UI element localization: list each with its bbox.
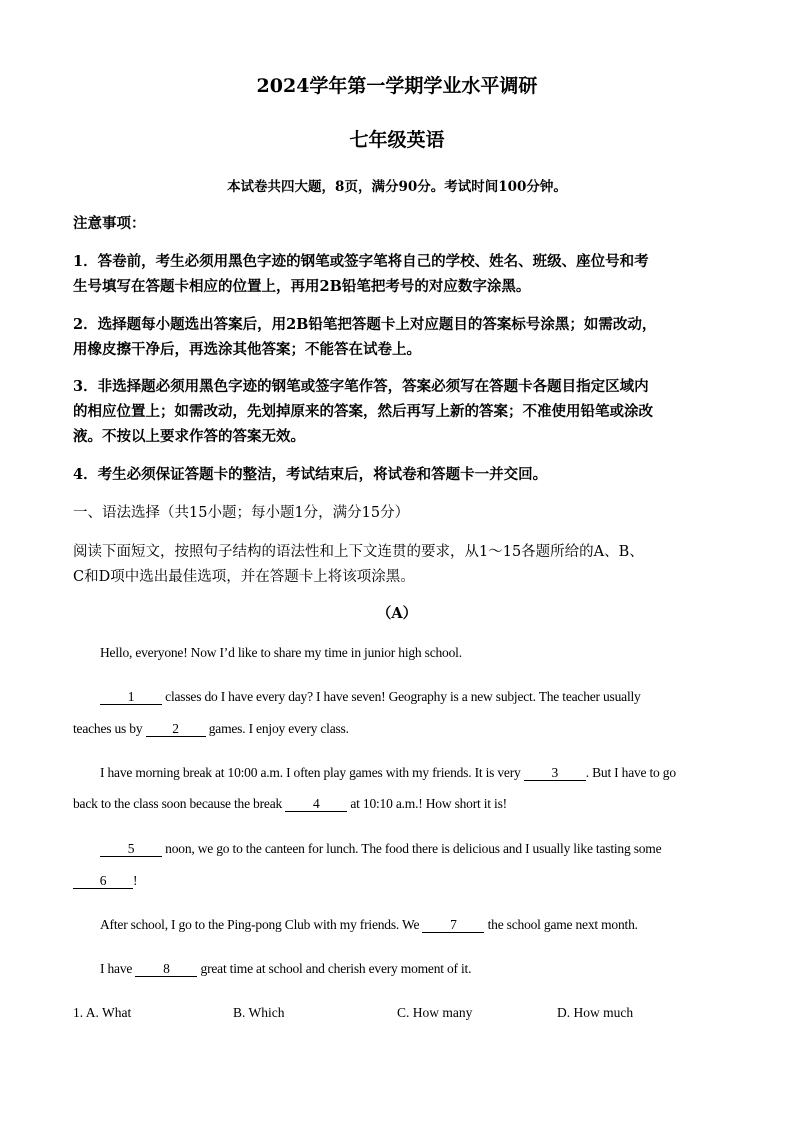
note-3-line-2: 的相应位置上；如需改动，先划掉原来的答案，然后再写上新的答案；不准使用铅笔或涂改 <box>73 403 653 420</box>
blank-6[interactable]: 6 <box>73 874 133 889</box>
question-1-option-c[interactable]: C. How many <box>397 1005 473 1020</box>
passage-label: （A） <box>376 605 418 622</box>
note-1-line-2: 生号填写在答题卡相应的位置上，再用2B铅笔把考号的对应数字涂黑。 <box>73 278 531 295</box>
exam-title: 2024学年第一学期学业水平调研 <box>256 75 538 97</box>
section-1-instruction-line-1: 阅读下面短文，按照句子结构的语法性和上下文连贯的要求，从1～15各题所给的A、B、 <box>73 544 644 560</box>
blank-1[interactable]: 1 <box>100 690 162 705</box>
notes-heading: 注意事项： <box>73 215 146 232</box>
blank-4[interactable]: 4 <box>285 797 347 812</box>
question-1-option-a[interactable]: 1. A. What <box>73 1005 132 1020</box>
exam-info: 本试卷共四大题，8页，满分90分。考试时间100分钟。 <box>227 179 567 195</box>
passage-line-3: teaches us by 2 games. I enjoy every class. <box>73 721 349 736</box>
passage-line-6: 5 noon, we go to the canteen for lunch. The food there is delicious and I usually like tasting some <box>100 841 661 857</box>
passage-line-4: I have morning break at 10:00 a.m. I often play games with my friends. It is very 3 . But I have to go <box>100 765 676 780</box>
section-1-instruction-line-2: C和D项中选出最佳选项，并在答题卡上将该项涂黑。 <box>73 569 415 585</box>
section-1-heading: 一、语法选择（共15小题；每小题1分，满分15分） <box>73 505 410 521</box>
question-1-option-d[interactable]: D. How much <box>557 1005 634 1020</box>
blank-2[interactable]: 2 <box>146 722 206 737</box>
note-3-line-1: 3．非选择题必须用黑色字迹的钢笔或签字笔作答，答案必须写在答题卡各题目指定区域内 <box>73 378 649 395</box>
passage-line-8: After school, I go to the Ping-pong Club with my friends. We 7 the school game next month. <box>100 917 638 932</box>
passage-line-7: 6 ! <box>73 873 137 889</box>
note-2-line-1: 2．选择题每小题选出答案后，用2B铅笔把答题卡上对应题目的答案标号涂黑；如需改动， <box>73 316 657 333</box>
question-1-option-b[interactable]: B. Which <box>233 1005 285 1020</box>
blank-7[interactable]: 7 <box>422 918 484 933</box>
passage-line-9: I have 8 great time at school and cherish every moment of it. <box>100 961 472 976</box>
blank-8[interactable]: 8 <box>135 962 197 977</box>
passage-line-2: 1 classes do I have every day? I have seven! Geography is a new subject. The teacher usually <box>100 689 641 705</box>
note-2-line-2: 用橡皮擦干净后，再选涂其他答案；不能答在试卷上。 <box>73 341 421 358</box>
blank-5[interactable]: 5 <box>100 842 162 857</box>
passage-line-5: back to the class soon because the break 4 at 10:10 a.m.! How short it is! <box>73 796 507 811</box>
passage-line-1: Hello, everyone! Now I’d like to share my time in junior high school. <box>100 645 462 660</box>
note-3-line-3: 液。不按以上要求作答的答案无效。 <box>73 428 305 445</box>
note-4: 4．考生必须保证答题卡的整洁，考试结束后，将试卷和答题卡一并交回。 <box>73 466 548 483</box>
blank-3[interactable]: 3 <box>524 766 586 781</box>
exam-subject: 七年级英语 <box>349 129 445 151</box>
note-1-line-1: 1．答卷前，考生必须用黑色字迹的钢笔或签字笔将自己的学校、姓名、班级、座位号和考 <box>73 253 649 270</box>
